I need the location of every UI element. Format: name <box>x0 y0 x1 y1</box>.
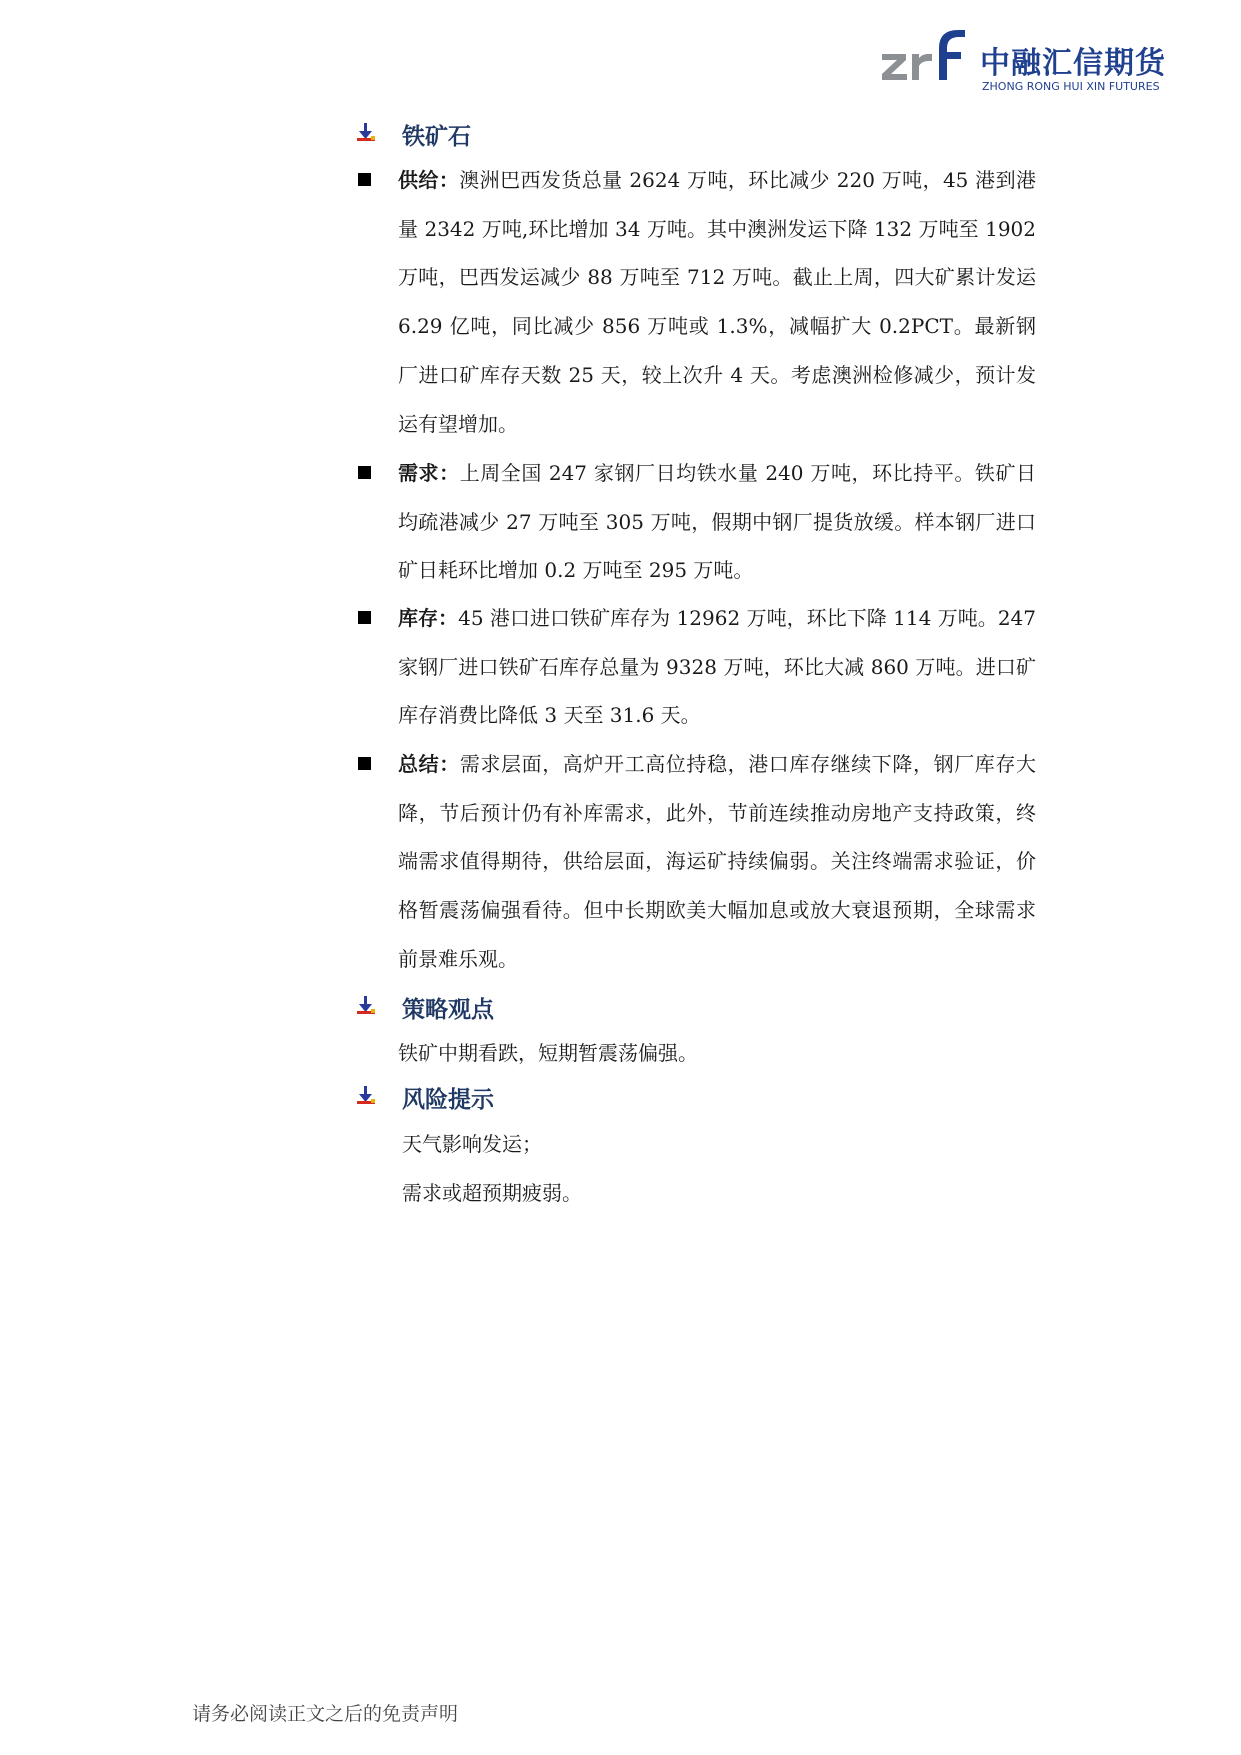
label-demand: 需求： <box>398 461 460 485</box>
zrf-logo-mark <box>880 28 980 94</box>
bullet-inventory <box>358 611 371 624</box>
risk-item: 需求或超预期疲弱。 <box>402 1181 582 1205</box>
bullet-demand <box>358 466 371 479</box>
label-summary: 总结： <box>398 752 460 776</box>
text-inventory: 45 港口进口铁矿库存为 12962 万吨，环比下降 114 万吨。247 家钢厂进口铁矿石库存总量为 9328 万吨，环比大减 860 万吨。进口矿库存消费比降低 3 天至 31.6 天。 <box>398 606 1036 728</box>
paragraph-summary <box>398 740 1036 984</box>
risk-item: 天气影响发运； <box>402 1132 542 1156</box>
bullet-summary <box>358 757 371 770</box>
section-title-risk: 风险提示 <box>402 1086 494 1113</box>
strategy-text: 铁矿中期看跌，短期暂震荡偏强。 <box>398 1041 698 1065</box>
footer-disclaimer: 请务必阅读正文之后的免责声明 <box>192 1703 459 1725</box>
section-arrow-icon <box>356 995 376 1017</box>
text-demand: 上周全国 247 家钢厂日均铁水量 240 万吨，环比持平。铁矿日均疏港减少 27 万吨至 305 万吨，假期中钢厂提货放缓。样本钢厂进口矿日耗环比增加 0.2 万吨至 295 万吨。 <box>398 461 1037 583</box>
company-logo <box>880 28 1170 94</box>
section-title-strategy: 策略观点 <box>402 996 494 1023</box>
label-inventory: 库存： <box>398 606 459 630</box>
paragraph-demand <box>398 449 1036 595</box>
paragraph-supply <box>398 156 1036 448</box>
logo-name-zh: 中融汇信期货 <box>980 46 1166 81</box>
bullet-supply <box>358 173 371 186</box>
section-arrow-icon <box>356 1085 376 1107</box>
text-supply: 澳洲巴西发货总量 2624 万吨，环比减少 220 万吨，45 港到港量 2342 万吨,环比增加 34 万吨。其中澳洲发运下降 132 万吨至 1902 万吨，巴西发运减少 88 万吨至 712 万吨。截止上周，四大矿累计发运 6.29 亿吨，同比减少 856 万吨或 1.3%，减幅扩大 0.2PCT。最新钢厂进口矿库存天数 25 天，较上次升 4 天。考虑澳洲检修减少，预计发运有望增加。 <box>398 168 1037 436</box>
section-arrow-icon <box>356 122 376 144</box>
logo-name-en: ZHONG RONG HUI XIN FUTURES <box>982 80 1160 93</box>
paragraph-inventory <box>398 594 1036 740</box>
text-summary: 需求层面，高炉开工高位持稳，港口库存继续下降，钢厂库存大降，节后预计仍有补库需求，此外，节前连续推动房地产支持政策，终端需求值得期待，供给层面，海运矿持续偏弱。关注终端需求验证，价格暂震荡偏强看待。但中长期欧美大幅加息或放大衰退预期，全球需求前景难乐观。 <box>398 752 1037 971</box>
label-supply: 供给： <box>398 168 460 192</box>
section-title-iron-ore: 铁矿石 <box>402 123 471 150</box>
